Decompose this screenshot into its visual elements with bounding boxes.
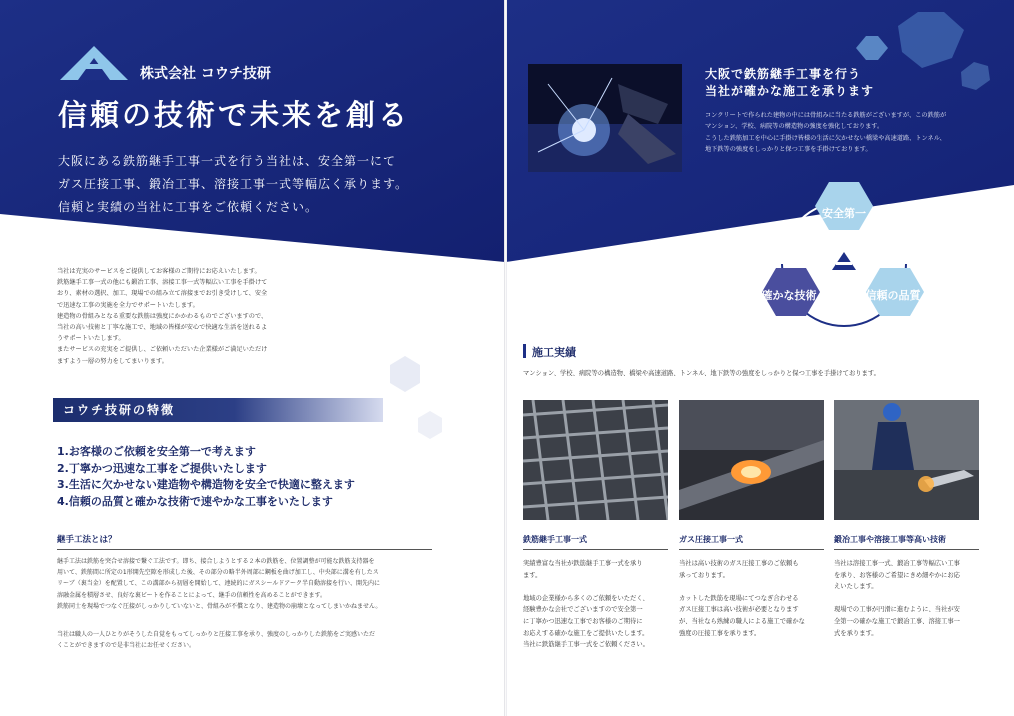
- intro-line: うサポートいたします。: [57, 335, 125, 343]
- right-page: [506, 0, 1014, 716]
- features-title-bar: [53, 398, 383, 422]
- column-line: を承り、お客様のご希望にきめ細やかにお応: [834, 571, 960, 579]
- page-fold: [504, 0, 507, 716]
- divider: [57, 549, 432, 550]
- intro-line: ますよう一層の努力をしてまいります。: [57, 357, 168, 365]
- works-title: 施工実績: [532, 346, 576, 359]
- right-body-text: [705, 110, 946, 156]
- features-list: [57, 444, 355, 510]
- lead-line: ガス圧接工事、鍛冶工事、溶接工事一式等幅広く承ります。: [58, 177, 409, 191]
- joint-method-text: [57, 556, 381, 612]
- feature-item: 2.丁寧かつ迅速な工事をご提供いたします: [57, 461, 267, 475]
- column-line: 承っております。: [679, 571, 729, 579]
- column-caption: 鉄筋継手工事一式: [523, 535, 587, 544]
- joint-method-title: 継手工法とは？: [57, 535, 117, 545]
- body-line: コンクリートで作られた建物の中には骨組みに当たる鉄筋がございますが、この鉄筋が: [705, 112, 947, 119]
- column-line: に丁寧かつ迅速な工事でお客様のご期待に: [523, 617, 643, 625]
- left-page: [0, 0, 505, 716]
- closing-line: 当社は職人の一人ひとりがそうした自覚をもってしっかりと圧接工事を承り、強度のしっかりした鉄筋をご実感いただ: [57, 631, 376, 638]
- works-text: マンション、学校、病院等の構造物、橋梁や高速道路、トンネル、地下鉄等の強度をしっかりと保つ工事を手掛けております。: [523, 370, 880, 377]
- divider: [523, 549, 668, 550]
- column-line: ます。: [523, 571, 542, 579]
- body-line: 地下鉄等の強度をしっかりと保つ工事を手掛けております。: [705, 146, 872, 154]
- intro-paragraph: [57, 266, 267, 367]
- column-line: 当社は溶接工事一式、鍛冶工事等幅広い工事: [834, 560, 960, 567]
- intro-line: 当社の高い技術と丁寧な施工で、地域の皆様が安心で快適な生活を送れるよ: [57, 324, 268, 332]
- heading-line: 大阪で鉄筋継手工事を行う: [705, 67, 862, 81]
- column-text: [834, 558, 960, 639]
- column-line: 現場での工事が円滑に進むように、当社が安: [834, 606, 960, 614]
- joint-line: 用いて、鉄筋間に所定の1形開先空隙を形成した後、その部分の略半外周部に鋼板を曲げ加工し、中央部に溝を有したス: [57, 569, 379, 577]
- divider: [679, 549, 824, 550]
- joint-line: 鉄筋同士を現場でつなぐ圧接がしっかりしていないと、骨組みが不償となり、建造物の崩壊となってしまいかねません。: [57, 602, 382, 610]
- column-line: ガス圧接工事は高い技術が必要となります: [679, 606, 799, 614]
- feature-item: 4.信頼の品質と確かな技術で速やかな工事をいたします: [57, 494, 333, 508]
- column-line: [834, 593, 960, 605]
- intro-line: またサービスの充実をご提供し、ご依頼いただいた企業様がご満足いただけ: [57, 346, 268, 354]
- intro-line: 鉄筋継手工事一式の他にも鍛冶工事、溶接工事一式等幅広い工事を手掛けて: [57, 279, 268, 287]
- feature-item: 3.生活に欠かせない建造物や構造物を安全で快適に整えます: [57, 478, 355, 491]
- body-line: こうした鉄筋加工を中心に手掛け皆様の生活に欠かせない橋梁や高速道路、トンネル、: [705, 134, 946, 142]
- column-line: 全第一の確かな施工で鍛冶工事、溶接工事一: [834, 617, 960, 625]
- value-quality: 信頼の品質: [865, 289, 921, 302]
- right-heading: [705, 66, 874, 100]
- intro-line: おり、素材の選択、加工、現場での組み立て溶接までお引き受けして、安全: [57, 290, 268, 298]
- lead-text: [58, 150, 408, 219]
- company-logo: [58, 44, 130, 82]
- column-line: [679, 581, 805, 593]
- rebar-photo: [523, 400, 668, 520]
- intro-line: 建造物の骨組みとなる重要な鉄筋は強度にかかわるものでございますので、: [57, 312, 268, 320]
- column-line: 強度の圧接工事を承ります。: [679, 629, 761, 637]
- joint-line: 継手工法は鉄筋を突合せ溶接で繋ぐ工法です。即ち、接合しようとする２本の鉄筋を、位置調整が可能な鉄筋支持器を: [57, 558, 375, 565]
- column-caption: ガス圧接工事一式: [679, 535, 743, 544]
- welding-photo: [528, 64, 682, 172]
- value-safety: 安全第一: [822, 207, 866, 220]
- joint-line: 溶融金属を積層させ、良好な裏ビートを作ることによって、継手の信頼性を高めることができます。: [57, 591, 326, 599]
- column-line: 当社は高い技術のガス圧接工事のご依頼も: [679, 560, 799, 567]
- welding-worker-photo: [834, 400, 979, 520]
- feature-item: 1.お客様のご依頼を安全第一で考えます: [57, 445, 256, 458]
- company-name: 株式会社 コウチ技研: [140, 66, 271, 82]
- divider: [834, 549, 979, 550]
- features-title: コウチ技研の特徴: [63, 403, 176, 417]
- column-line: カットした鉄筋を現場にてつなぎ合わせる: [679, 594, 799, 602]
- gas-pressure-photo: [679, 400, 824, 520]
- lead-line: 大阪にある鉄筋継手工事一式を行う当社は、安全第一にて: [58, 154, 397, 168]
- intro-line: 当社は充実のサービスをご提供してお客様のご期待にお応えいたします。: [57, 268, 261, 275]
- column-line: えいたします。: [834, 583, 878, 591]
- column-line: 式を承ります。: [834, 629, 878, 637]
- headline: 信頼の技術で未来を創る: [58, 98, 411, 132]
- column-line: 地域の企業様から多くのご依頼をいただく、: [523, 594, 649, 602]
- lead-line: 信頼と実績の当社に工事をご依頼ください。: [58, 200, 319, 214]
- column-line: 経験豊かな会社でございますので安全第一: [523, 606, 643, 614]
- column-text: [679, 558, 805, 639]
- column-line: 当社に鉄筋継手工事一式をご依頼ください。: [523, 641, 649, 649]
- works-title-marker: [523, 344, 526, 358]
- body-line: マンション、学校、病院等の構造物の強度を強化しております。: [705, 123, 884, 131]
- column-line: [523, 581, 649, 593]
- values-diagram: [754, 178, 934, 330]
- intro-line: で迅速な工事の実施を全力でサポートいたします。: [57, 301, 199, 309]
- column-line: が、当社なら熟練の職人による施工で確かな: [679, 617, 805, 625]
- column-line: お応えする確かな施工をご提供いたします。: [523, 629, 649, 637]
- column-line: 実績豊富な当社が鉄筋継手工事一式を承り: [523, 560, 643, 567]
- value-technique: 確かな技術: [761, 289, 817, 302]
- closing-line: くことができますので是非当社にお任せください。: [57, 642, 196, 650]
- heading-line: 当社が確かな施工を承ります: [705, 84, 875, 98]
- closing-text: [57, 629, 375, 651]
- joint-line: リーブ（裏当金）を配置して、この溝部から初層を開始して、連続的にガスシールドアーク半自動溶接を行い、開先内に: [57, 580, 380, 588]
- column-caption: 鍛冶工事や溶接工事等高い技術: [834, 535, 946, 544]
- column-text: [523, 558, 649, 651]
